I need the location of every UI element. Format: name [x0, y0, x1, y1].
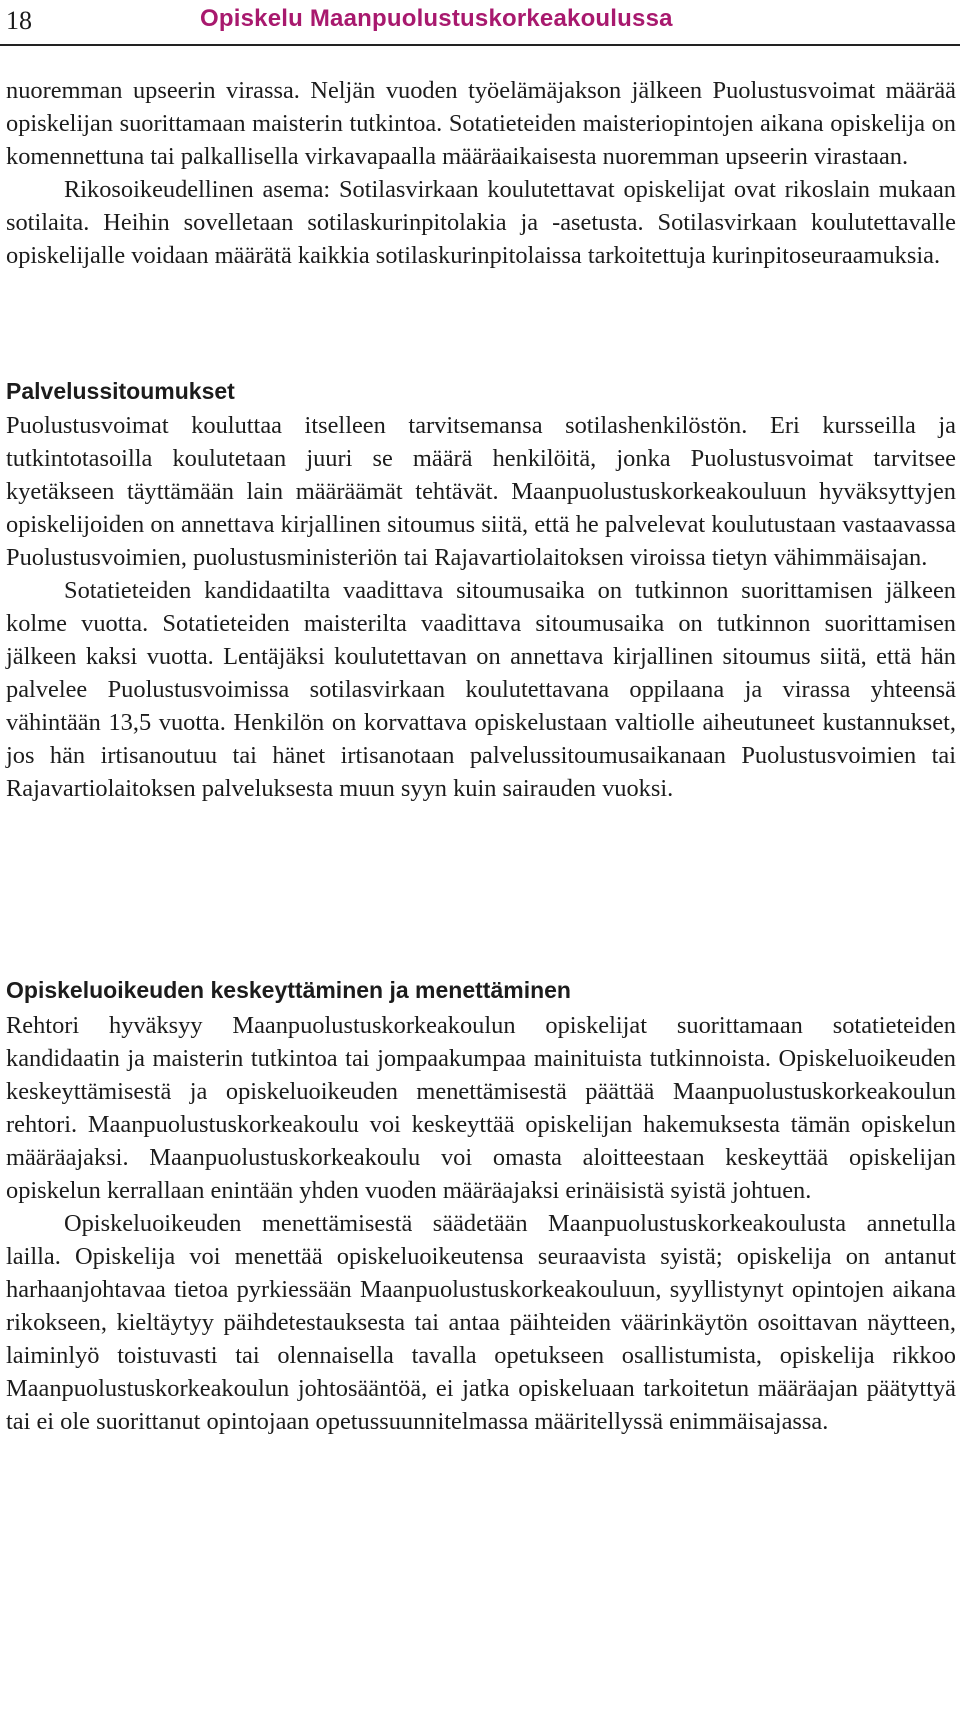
palvelussitoumukset-paragraph-1: Puolustusvoimat kouluttaa itselleen tarvitsemansa sotilashenkilöstön. Eri kursseilla ja tutkintotasoilla koulutetaan juuri se määrä henkilöitä, jonka Puolustusvoimat tarvitsee kyetäkseen täyttämään lain määräämät tehtävät. Maanpuolustuskorkeakouluun hyväksyttyjen opiskelijoiden on annettava kirjallinen sitoumus siitä, että he palvelevat koulutustaan vastaavassa Puolustusvoimien, puolustusministeriön tai Rajavartiolaitoksen viroissa tietyn vähimmäisajan.	[6, 412, 956, 571]
page-number: 18	[6, 6, 32, 35]
intro-paragraph-2: Rikosoikeudellinen asema: Sotilasvirkaan koulutettavat opiskelijat ovat rikoslain mukaan sotilaita. Heihin sovelletaan sotilaskurinpitolakia ja -asetusta. Sotilasvirkaan koulutettavalle opiskelijalle voidaan määrätä kaikkia sotilaskurinpitolaissa tarkoitettuja kurinpitoseuraamuksia.	[6, 176, 956, 269]
opiskeluoikeus-text	[6, 1009, 956, 1438]
section-heading-opiskeluoikeus: Opiskeluoikeuden keskeyttäminen ja menettäminen	[6, 977, 571, 1003]
section-heading-palvelussitoumukset: Palvelussitoumukset	[6, 378, 235, 404]
header-rule	[0, 44, 960, 46]
opiskeluoikeus-paragraph-1: Rehtori hyväksyy Maanpuolustuskorkeakoulun opiskelijat suorittamaan sotatieteiden kandidaatin ja maisterin tutkintoa tai jompaakumpaa mainituista tutkinnoista. Opiskeluoikeuden keskeyttämisestä ja opiskeluoikeuden menettämisestä päättää Maanpuolustuskorkeakoulun rehtori. Maanpuolustuskorkeakoulu voi keskeyttää opiskelijan hakemuksesta tämän opiskelun määräajaksi. Maanpuolustuskorkeakoulu voi omasta aloitteestaan keskeyttää opiskelijan opiskelun kerrallaan enintään yhden vuoden määräajaksi erinäisistä syistä johtuen.	[6, 1012, 956, 1204]
opiskeluoikeus-paragraph-2: Opiskeluoikeuden menettämisestä säädetään Maanpuolustuskorkeakoulusta annetulla lailla. Opiskelija voi menettää opiskeluoikeutensa seuraavista syistä; opiskelija on antanut harhaanjohtavaa tietoa pyrkiessään Maanpuolustuskorkeakouluun, syyllistynyt opintojen aikana rikokseen, kieltäytyy päihdetestauksesta tai antaa päihteiden väärinkäytön osoittavan näytteen, laiminlyö toistuvasti tai olennaisella tavalla opetukseen osallistumista, opiskelija rikkoo Maanpuolustuskorkeakoulun johtosääntöä, ei jatka opiskeluaan tarkoitetun määräajan päätyttyä tai ei ole suorittanut opintojaan opetussuunnitelmassa määritellyssä enimmäisajassa.	[6, 1210, 956, 1435]
running-title: Opiskelu Maanpuolustuskorkeakoulussa	[200, 5, 673, 32]
intro-text	[6, 74, 956, 272]
page-header	[0, 0, 960, 46]
intro-paragraph-1: nuoremman upseerin virassa. Neljän vuoden työelämäjakson jälkeen Puolustusvoimat määrää opiskelijan suorittamaan maisterin tutkintoa. Sotatieteiden maisteriopintojen aikana opiskelija on komennettuna tai palkallisella virkavapaalla määräaikaisesta nuoremman upseerin virastaan.	[6, 77, 956, 170]
palvelussitoumukset-text	[6, 409, 956, 805]
palvelussitoumukset-paragraph-2: Sotatieteiden kandidaatilta vaadittava sitoumusaika on tutkinnon suorittamisen jälkeen kolme vuotta. Sotatieteiden maisterilta vaadittava sitoumusaika on tutkinnon suorittamisen jälkeen kaksi vuotta. Lentäjäksi koulutettavan on annettava kirjallinen sitoumus siitä, että hän palvelee Puolustusvoimissa sotilasvirkaan koulutettavana oppilaana ja virassa yhteensä vähintään 13,5 vuotta. Henkilön on korvattava opiskelustaan valtiolle aiheutuneet kustannukset, jos hän irtisanoutuu tai hänet irtisanotaan palvelussitoumusaikanaan Puolustusvoimien tai Rajavartiolaitoksen palveluksesta muun syyn kuin sairauden vuoksi.	[6, 577, 956, 802]
